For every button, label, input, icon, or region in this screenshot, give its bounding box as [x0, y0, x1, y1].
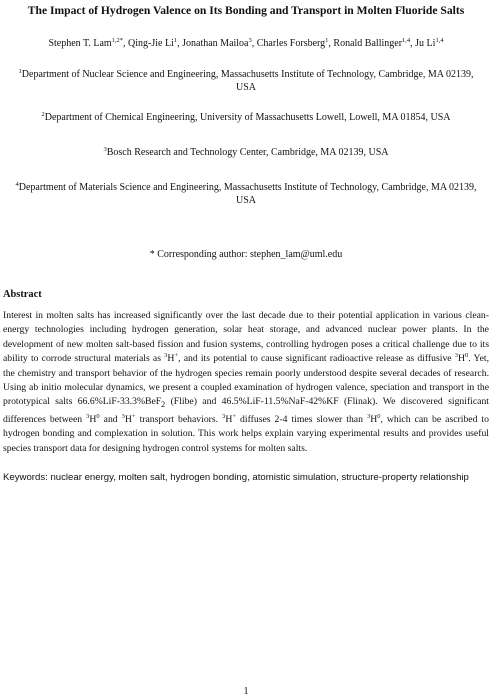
- formula-subscript: 2: [161, 400, 166, 410]
- hydrogen-symbol: H: [167, 353, 175, 365]
- author-affiliation-marker: 1: [325, 37, 329, 44]
- charge-plus: +: [131, 412, 136, 420]
- page-number: 1: [243, 686, 249, 697]
- affiliation-1: [8, 68, 484, 94]
- author-name: Ju Li: [415, 38, 436, 49]
- keywords: Keywords: nuclear energy, molten salt, hydrogen bonding, atomistic simulation, structure-property relationship: [3, 472, 469, 483]
- abstract-text: , and its potential to cause significant radioactive release as diffusive: [178, 353, 455, 365]
- abstract-body: [3, 309, 489, 456]
- hydrogen-symbol: H: [370, 413, 378, 425]
- charge-plus: +: [174, 352, 179, 360]
- author-affiliation-marker: 1: [173, 37, 178, 44]
- author-name: Stephen T. Lam: [48, 38, 112, 49]
- affiliation-number: 2: [41, 111, 45, 118]
- hydrogen-symbol: H: [225, 413, 233, 425]
- author-name: Jonathan Mailoa: [182, 38, 249, 49]
- affiliation-3: [8, 146, 484, 159]
- affiliation-number: 4: [15, 181, 19, 188]
- hydrogen-symbol: H: [458, 353, 466, 365]
- affiliation-text: Department of Nuclear Science and Engineering, Massachusetts Institute of Technology, Cambridge, MA 02139, USA: [21, 69, 474, 93]
- abstract-text: Interest in molten salts has increased significantly over the last decade due to their potential application in various clean-energy technologies including hydrogen generation, solar heat storage, and advanced nuclear power plants. In the development of new molten salt-based fission and fusion systems, controlling hydrogen poses a critical challenge due to its ability to corrode structural materials as: [3, 310, 489, 365]
- isotope-mass: 3: [222, 412, 226, 420]
- author-list: Stephen T. Lam$^{1,2*}$, Qing-Jie Li$^1$, Jonathan Mailoa$^3$, Charles Forsberg$^1$, Ronald Ballinger$^{1,4}$, Ju Li$^{1,4}$: [48, 37, 444, 49]
- corresponding-author: * Corresponding author: stephen_lam@uml.edu: [149, 249, 343, 260]
- affiliation-number: 3: [103, 146, 107, 153]
- affiliation-text: Bosch Research and Technology Center, Cambridge, MA 02139, USA: [106, 147, 389, 158]
- abstract-text: (Flibe) and 46.5%LiF-11.5%NaF-42%KF (Flinak). We discovered significant differences between: [3, 396, 490, 425]
- author-affiliation-marker: 1,2*: [111, 37, 124, 44]
- isotope-mass: 3: [366, 412, 371, 420]
- affiliation-text: Department of Chemical Engineering, University of Massachusetts Lowell, Lowell, MA 01854, USA: [44, 112, 451, 123]
- abstract-heading: Abstract: [3, 289, 42, 300]
- author-name: Ronald Ballinger: [333, 38, 403, 49]
- affiliation-2: [8, 111, 484, 124]
- isotope-mass: 3: [121, 412, 125, 420]
- author-affiliation-marker: 1,4: [435, 37, 444, 44]
- paper-title: The Impact of Hydrogen Valence on Its Bonding and Transport in Molten Fluoride Salts: [27, 4, 465, 17]
- charge-zero: 0: [465, 352, 469, 360]
- author-affiliation-marker: 1,4: [402, 37, 411, 44]
- hydrogen-symbol: H: [89, 413, 97, 425]
- abstract-text: and: [99, 413, 122, 425]
- affiliation-4: [8, 181, 484, 207]
- abstract-text: transport behaviors.: [135, 413, 223, 425]
- charge-plus: +: [232, 412, 237, 420]
- author-affiliation-marker: 3: [248, 37, 252, 44]
- author-name: Qing-Jie Li: [128, 38, 174, 49]
- charge-zero: 0: [96, 412, 100, 420]
- isotope-mass: 3: [164, 352, 168, 360]
- affiliation-number: 1: [18, 68, 22, 75]
- isotope-mass: 3: [454, 352, 459, 360]
- abstract-paragraph: [3, 309, 489, 456]
- charge-zero: 0: [377, 412, 381, 420]
- abstract-text: diffuses 2-4 times slower than: [236, 413, 367, 425]
- author-name: Charles Forsberg: [256, 38, 326, 49]
- abstract-text: . Yet, the chemistry and transport behavior of the hydrogen species remain poorly understood despite several decades of research. Using ab initio molecular dynamics, we present a coupled examination of hydrogen valence, speciation and transport in the prototypical salts 66.6%LiF-33.3%BeF: [3, 353, 489, 408]
- abstract-text: , which can be ascribed to hydrogen bonding and complexation in solution. This work helps explain varying experimental results and provides useful species transport data for designing hydrogen control systems for molten salts.: [3, 413, 489, 454]
- isotope-mass: 3: [86, 412, 90, 420]
- affiliation-text: Department of Materials Science and Engineering, Massachusetts Institute of Technology, Cambridge, MA 02139, USA: [18, 182, 477, 206]
- hydrogen-symbol: H: [124, 413, 132, 425]
